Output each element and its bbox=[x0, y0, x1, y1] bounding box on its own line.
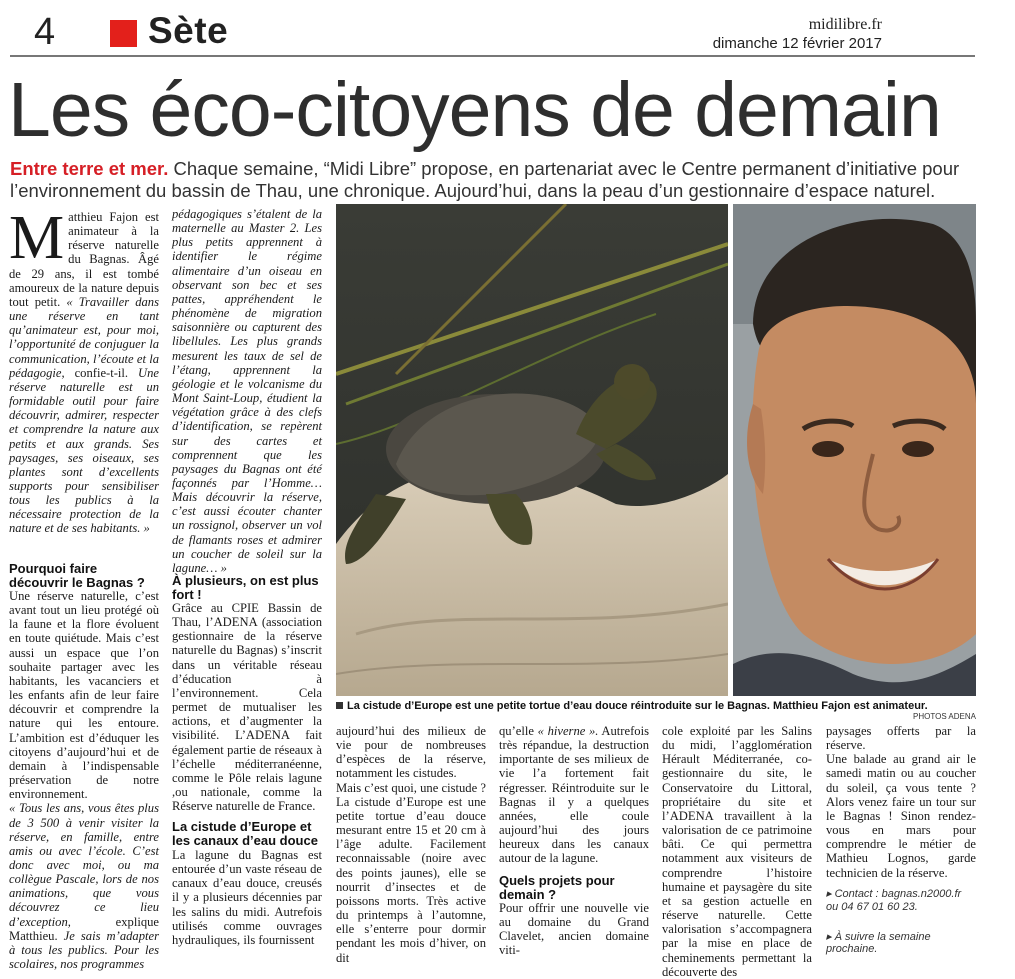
contact-text: Contact : bagnas.n2000.fr ou 04 67 01 60 23. bbox=[826, 888, 962, 913]
photo-credit: PHOTOS ADENA bbox=[913, 712, 976, 721]
column-6 bbox=[826, 724, 976, 882]
column-2-bottom bbox=[172, 848, 322, 948]
portrait-photo bbox=[733, 204, 976, 696]
body-text: Pour offrir une nouvelle vie au domaine du Grand Clavelet, ancien domaine viti- bbox=[499, 901, 649, 958]
body-text: paysages offerts par la réserve. bbox=[826, 724, 976, 753]
quote-text: Une réserve naturelle est un formidable outil pour faire découvrir, admirer, respecter et comprendre la nature aux petits et aux grands. Ses paysages, ses oiseaux, ses plantes sont d’excellents supports pour sensibiliser tous les publics à la nécessaire protection de la nature et de ses habitants. » bbox=[9, 365, 159, 536]
quote-text: « Travailler dans une réserve en tant qu’animateur est, pour moi, l’opportunité de conjuguer la communication, l’écoute et la pédagogie, bbox=[9, 294, 159, 380]
page-number: 4 bbox=[34, 11, 56, 53]
column-5 bbox=[662, 724, 812, 979]
column-2-middle bbox=[172, 601, 322, 814]
issue-date: dimanche 12 février 2017 bbox=[712, 35, 882, 52]
body-text: Autrefois très répandue, la destruction importante de ses milieux de vie l’a fortement fait régresser. Réintroduite sur le Bagnas il y a quelques années, elle coule aujourd’hui des jours heureux dans les canaux autour de la lagune. bbox=[499, 724, 649, 866]
column-1-top bbox=[9, 204, 159, 556]
section-name: Sète bbox=[148, 10, 229, 51]
subheading-pourquoi: Pourquoi faire découvrir le Bagnas ? bbox=[9, 561, 145, 590]
contact-info: ▸ Contact : bagnas.n2000.fr ou 04 67 01 60 23. bbox=[826, 888, 962, 913]
caption-text: La cistude d’Europe est une petite tortue d’eau douce réintroduite sur le Bagnas. Matthieu Fajon est animateur. bbox=[347, 700, 928, 712]
turtle-photo bbox=[336, 204, 728, 696]
next-week-note: ▸ À suivre la semaine prochaine. bbox=[826, 931, 931, 955]
column-1-bottom bbox=[9, 589, 160, 972]
body-text: atthieu Fajon est animateur à la réserve naturelle du Bagnas. Âgé de 29 ans, il est tombé amoureux de la nature depuis tout petit. bbox=[9, 210, 159, 309]
body-text: aujourd’hui des milieux de vie pour de nombreuses d’espèces de la réserve, notamment les cistudes. bbox=[336, 724, 486, 781]
body-text: Grâce au CPIE Bassin de Thau, l’ADENA (association gestionnaire de la réserve naturelle du Bagnas) s’inscrit dans un véritable réseau d’éducation à l’environnement. Cela permet de mutualiser les actions, et d’augmenter la visibilité. L’ADENA fait également partie de réseaux à l’échelle méditerranéenne, comme le Pôle relais lagune ,ou nationale, comme la Réserve naturelle de France. bbox=[172, 601, 322, 814]
article-intro bbox=[10, 158, 975, 202]
subheading-plusieurs: À plusieurs, on est plus fort ! bbox=[172, 573, 319, 602]
quote-text: Je sais m’adapter à tous les publics. Pour les scolaires, nos programmes bbox=[9, 928, 160, 972]
body-text: La lagune du Bagnas est entourée d’un vaste réseau de canaux d’eau douce, creusés il y a plusieurs décennies par les salins du midi. Autrefois utilisés comme ouvrages hydrauliques, ils fournissent bbox=[172, 848, 322, 947]
intro-kicker: Entre terre et mer. bbox=[10, 158, 169, 179]
body-text: Mais c’est quoi, une cistude ? La cistude d’Europe est une petite tortue d’eau douce mesurant entre 15 et 20 cm à l’âge adulte. Facilement reconnaissable (noire avec des points jaunes), elle se nourrit d’insectes et de poissons morts. Très active du printemps à l’automne, elle s’enterre pour dormir pendant les mois d’hiver, on dit bbox=[336, 780, 486, 965]
quote-text: « Tous les ans, vous êtes plus de 3 500 à venir visiter la réserve, en famille, entre amis ou avec l’école. C’est donc avec moi, ou ma collègue Pascale, lors de nos animations, que vous découvrez ce lieu d’exception, bbox=[9, 801, 159, 929]
column-3 bbox=[336, 724, 486, 965]
quote-text: « hiverne ». bbox=[537, 724, 599, 738]
drop-cap: M bbox=[9, 204, 65, 272]
site-name: midilibre.fr bbox=[808, 16, 882, 33]
column-4-bottom bbox=[499, 901, 649, 958]
section-marker bbox=[110, 20, 137, 47]
photo-caption bbox=[336, 700, 976, 721]
body-text: Une balade au grand air le samedi matin ou au coucher du soleil, ça vous tente ? Alors venez faire un tour sur le Bagnas ! Sinon rendez-vous en mars pour comprendre le métier de Mathieu Lognos, garde technicien de la réserve. bbox=[826, 752, 976, 880]
body-text: explique Matthieu. bbox=[9, 914, 159, 943]
subheading-cistude: La cistude d’Europe et les canaux d’eau douce bbox=[172, 819, 318, 848]
header-rule bbox=[10, 55, 975, 57]
column-2-top bbox=[172, 207, 322, 575]
body-text: confie-t-il. bbox=[64, 365, 139, 380]
article-title: Les éco-citoyens de demain bbox=[8, 67, 941, 153]
subheading-projets: Quels projets pour demain ? bbox=[499, 873, 615, 902]
next-week-text: À suivre la semaine prochaine. bbox=[826, 931, 931, 955]
column-4-top bbox=[499, 724, 649, 866]
intro-text: Chaque semaine, “Midi Libre” propose, en partenariat avec le Centre permanent d’initiative pour l’environnement du bassin de Thau, une chronique. Aujourd’hui, dans la peau d’un gestionnaire d’espace naturel. bbox=[10, 158, 960, 201]
quote-text: pédagogiques s’étalent de la maternelle au Master 2. Les plus petits apprennent à identifier le régime alimentaire d’un oiseau en observant son bec et ses pattes, appréhendent le phénomène de migration saisonnière ou capturent des libellules. Les plus grands mesurent les taux de sel de l’étang, apprennent la géologie et le volcanisme du Mont Saint-Loup, étudient la végétation grâce à des clefs d’identification, se repèrent sur des cartes et comprennent que les paysages du Bagnas ont été façonnés par l’Homme… Mais découvrir la réserve, c’est aussi écouter chanter un rossignol, observer un vol de flamants roses et admirer un coucher de soleil sur la lagune… » bbox=[172, 207, 322, 575]
body-text: Une réserve naturelle, c’est avant tout un lieu protégé où la faune et la flore évoluent en toute quiétude. Mais c’est aussi un espace que l’on souhaite partager avec les habitants, les vacanciers et les enfants afin de leur faire découvrir et comprendre la nature qui les entoure. L’ambition est d’éduquer les citoyens d’aujourd’hui et de demain à l’indispensable préservation de notre environnement. bbox=[9, 589, 159, 802]
body-text: qu’elle bbox=[499, 724, 538, 738]
caption-marker bbox=[336, 702, 343, 709]
body-text: cole exploité par les Salins du midi, l’agglomération Hérault Méditerranée, co-gestionnaire du site, le Conservatoire du Littoral, propriétaire du site et l’ADENA travaillent à la valorisation de ce patrimoine bâti. Ce qui permettra notamment aux visiteurs de comprendre l’histoire humaine et paysagère du site et sa gestion actuelle en réserve naturelle. Cette valorisation s’accompagnera par la mise en place de cheminements permettant la découverte des bbox=[662, 724, 812, 979]
